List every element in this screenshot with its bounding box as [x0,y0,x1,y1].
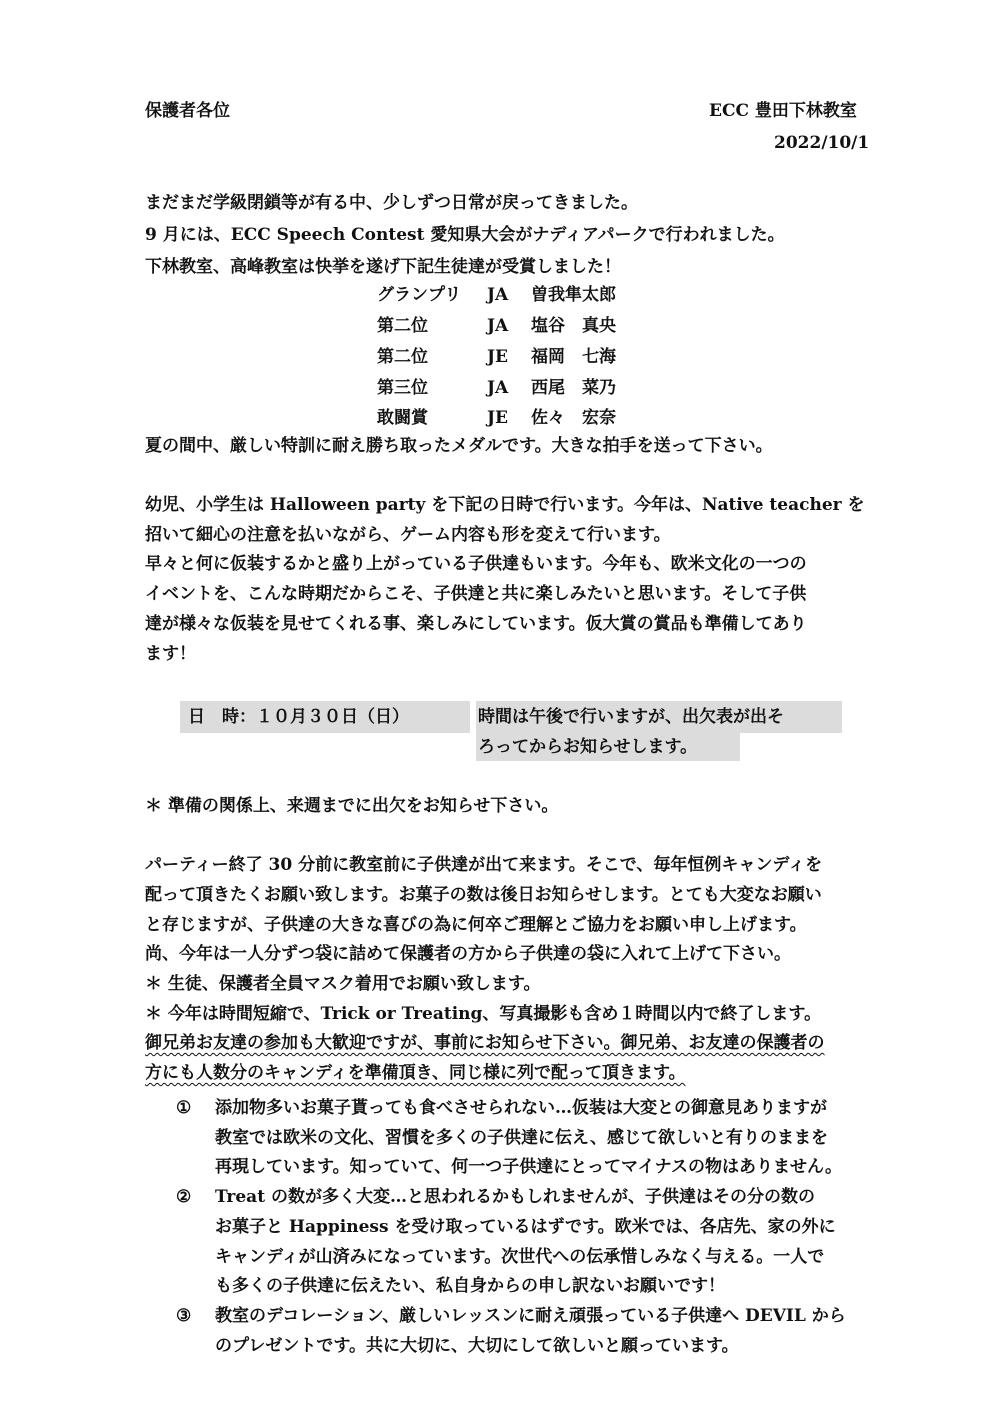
rsvp-note: ＊ 準備の関係上、来週までに出欠をお知らせ下さい。 [145,796,559,816]
award-prize: グランプリ [377,285,462,305]
award-name: 福岡 七海 [531,347,616,367]
award-prize: 第二位 [377,347,428,367]
halloween-line-6: ます！ [145,644,196,664]
award-prize: 敢闘賞 [377,408,428,428]
halloween-line-4: イベントを、こんな時期だからこそ、子供達と共に楽しみたいと思います。そして子供 [145,584,807,604]
award-prize: 第三位 [377,378,428,398]
siblings-line-1: 御兄弟お友達の参加も大歓迎ですが、事前にお知らせ下さい。御兄弟、お友達の保護者の [145,1033,825,1053]
halloween-line-5: 達が様々な仮装を見せてくれる事、楽しみにしています。仮大賞の賞品も準備してあり [145,614,807,634]
schedule-time-line-2: ろってからお知らせします。 [478,737,698,757]
point-line: 教室では欧米の文化、習慣を多くの子供達に伝え、感じて欲しいと有りのままを [215,1128,829,1148]
candy-line-2: 配って頂きたくお願い致します。お菓子の数は後日お知らせします。とても大変なお願い [145,885,822,905]
award-closing: 夏の間中、厳しい特訓に耐え勝ち取ったメダルです。大きな拍手を送って下さい。 [145,436,773,456]
time-note: ＊ 今年は時間短縮で、Trick or Treating、写真撮影も含め１時間以内で終了します。 [145,1004,822,1024]
intro-line-2: 9 月には、ECC Speech Contest 愛知県大会がナディアパークで行われました。 [145,225,785,245]
mask-note: ＊ 生徒、保護者全員マスク着用でお願い致します。 [145,974,541,994]
award-level: JE [487,347,509,367]
point-line: お菓子と Happiness を受け取っているはずです。欧米では、各店先、家の外に [215,1217,836,1237]
schedule-time-line-1: 時間は午後で行いますが、出欠表が出そ [478,707,784,727]
award-level: JA [487,285,509,305]
halloween-line-3: 早々と何に仮装するかと盛り上がっている子供達もいます。今年も、欧米文化の一つの [145,554,807,574]
addressee: 保護者各位 [145,101,230,121]
point-line: キャンディが山済みになっています。次世代への伝承惜しみなく与える。一人で [215,1247,825,1267]
award-level: JA [487,316,509,336]
siblings-line-2: 方にも人数分のキャンディを準備頂き、同じ様に列で配って頂きます。 [145,1063,686,1083]
point-marker: ② [176,1187,192,1207]
intro-line-1: まだまだ学級閉鎖等が有る中、少しずつ日常が戻ってきました。 [145,193,638,213]
point-line: 添加物多いお菓子貰っても食べさせられない…仮装は大変との御意見ありますが [215,1098,827,1118]
point-line: 再現しています。知っていて、何一つ子供達にとってマイナスの物はありません。 [215,1157,842,1177]
point-marker: ① [176,1098,192,1118]
award-level: JA [487,378,509,398]
candy-line-3: と存じますが、子供達の大きな喜びの為に何卒ご理解とご協力をお願い申し上げます。 [145,915,807,935]
intro-line-3: 下林教室、高峰教室は快挙を遂げ下記生徒達が受賞しました！ [145,257,621,277]
schedule-date: 日 時：１０月３０日（日） [188,707,409,727]
award-prize: 第二位 [377,316,428,336]
award-level: JE [487,408,509,428]
point-line: 教室のデコレーション、厳しいレッスンに耐え頑張っている子供達へ DEVIL から [215,1306,846,1326]
candy-line-1: パーティー終了 30 分前に教室前に子供達が出て来ます。そこで、毎年恒例キャンディを [145,855,823,875]
candy-line-4: 尚、今年は一人分ずつ袋に詰めて保護者の方から子供達の袋に入れて上げて下さい。 [145,944,791,964]
halloween-line-2: 招いて細心の注意を払いながら、ゲーム内容も形を変えて行います。 [145,525,671,545]
award-name: 曽我隼太郎 [531,285,616,305]
school-name: ECC 豊田下林教室 [709,101,857,121]
halloween-line-1: 幼児、小学生は Halloween party を下記の日時で行います。今年は、Native teacher を [145,495,865,515]
award-name: 西尾 菜乃 [531,378,616,398]
award-name: 塩谷 真央 [531,316,616,336]
award-name: 佐々 宏奈 [531,408,616,428]
point-line: も多くの子供達に伝えたい、私自身からの申し訳ないお願いです！ [215,1276,725,1296]
point-line: Treat の数が多く大変…と思われるかもしれませんが、子供達はその分の数の [215,1187,815,1207]
letter-date: 2022/10/1 [774,133,870,153]
point-line: のプレゼントです。共に大切に、大切にして欲しいと願っています。 [215,1336,739,1356]
point-marker: ③ [176,1306,192,1326]
